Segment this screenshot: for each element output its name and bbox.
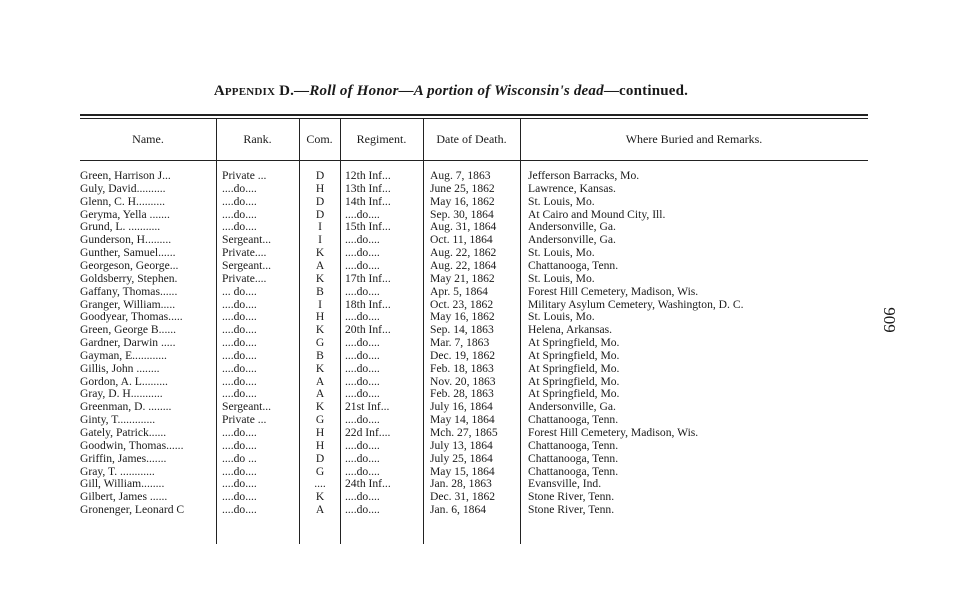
cell-regiment: 12th Inf...	[345, 170, 391, 182]
cell-where: St. Louis, Mo.	[528, 247, 595, 260]
cell-com: ....	[314, 478, 326, 491]
table-row	[0, 388, 966, 400]
cell-date: Apr. 5, 1864	[430, 285, 488, 298]
cell-regiment: ....do....	[345, 349, 380, 362]
cell-regiment: 15th Inf...	[345, 221, 391, 234]
cell-name: Gunther, Samuel......	[80, 247, 176, 260]
table-row	[0, 427, 966, 439]
cell-com: D	[315, 208, 325, 221]
cell-com: K	[315, 324, 325, 337]
column-header-rank: Rank.	[243, 132, 272, 146]
table-row	[0, 234, 966, 246]
cell-regiment: ....do....	[345, 311, 380, 324]
cell-rank: ....do....	[222, 439, 257, 452]
cell-where: Chattanooga, Tenn.	[528, 414, 619, 427]
header-rule	[80, 160, 868, 161]
cell-regiment: ....do....	[345, 285, 380, 298]
cell-name: Goldsberry, Stephen.	[80, 272, 178, 285]
cell-date: July 16, 1864	[430, 401, 493, 414]
cell-where: Andersonville, Ga.	[528, 234, 616, 247]
table-row	[0, 260, 966, 272]
table-row	[0, 401, 966, 413]
cell-date: June 25, 1862	[430, 182, 495, 195]
cell-regiment: ....do....	[345, 259, 380, 272]
cell-regiment: ....do....	[345, 388, 380, 401]
cell-rank: ....do....	[222, 182, 257, 195]
cell-rank: ....do....	[222, 311, 257, 324]
cell-date: Mar. 7, 1863	[430, 337, 490, 350]
table-row	[0, 183, 966, 195]
cell-com: K	[315, 362, 325, 375]
cell-rank: ....do....	[222, 362, 257, 375]
cell-name: Gardner, Darwin .....	[80, 337, 176, 350]
cell-where: Stone River, Tenn.	[528, 504, 615, 517]
cell-rank: ....do....	[222, 349, 257, 362]
cell-com: H	[315, 439, 325, 452]
cell-name: Green, Harrison J...	[80, 170, 171, 182]
table-row	[0, 440, 966, 452]
table-row	[0, 247, 966, 259]
column-header-name: Name.	[132, 132, 164, 146]
table-row	[0, 209, 966, 221]
cell-rank: Private....	[222, 247, 267, 260]
table-row	[0, 196, 966, 208]
cell-regiment: ....do....	[345, 375, 380, 388]
cell-where: Helena, Arkansas.	[528, 324, 613, 337]
table-row	[0, 414, 966, 426]
cell-regiment: ....do....	[345, 234, 380, 247]
cell-name: Gronenger, Leonard C	[80, 504, 185, 517]
table-row	[0, 299, 966, 311]
cell-com: B	[316, 349, 324, 362]
cell-rank: Private ...	[222, 414, 267, 427]
cell-where: Jefferson Barracks, Mo.	[528, 170, 640, 182]
cell-date: Dec. 19, 1862	[430, 349, 496, 362]
cell-where: At Springfield, Mo.	[528, 337, 620, 350]
table-row	[0, 376, 966, 388]
table-row	[0, 324, 966, 336]
cell-com: I	[318, 221, 322, 234]
cell-where: At Cairo and Mound City, Ill.	[528, 208, 666, 221]
cell-where: Andersonville, Ga.	[528, 221, 616, 234]
cell-name: Granger, William.....	[80, 298, 176, 311]
title-italic: —Roll of Honor—A portion of Wisconsin's dead	[294, 83, 604, 99]
cell-name: Gaffany, Thomas......	[80, 285, 178, 298]
cell-name: Gordon, A. L.........	[80, 375, 168, 388]
cell-where: Military Asylum Cemetery, Washington, D. C.	[528, 298, 744, 311]
table-row	[0, 311, 966, 323]
table-row	[0, 466, 966, 478]
cell-name: Gray, D. H...........	[80, 388, 163, 401]
cell-name: Gately, Patrick......	[80, 427, 167, 439]
cell-where: Andersonville, Ga.	[528, 401, 616, 414]
cell-date: May 14, 1864	[430, 414, 495, 427]
cell-where: Evansville, Ind.	[528, 478, 602, 491]
cell-date: Oct. 23, 1862	[430, 298, 494, 311]
cell-name: Griffin, James.......	[80, 452, 167, 465]
cell-name: Gayman, E............	[80, 349, 167, 362]
cell-where: Chattanooga, Tenn.	[528, 452, 619, 465]
cell-rank: ....do....	[222, 491, 257, 504]
cell-regiment: ....do....	[345, 491, 380, 504]
column-header-where: Where Buried and Remarks.	[625, 132, 763, 146]
cell-rank: Private....	[222, 272, 267, 285]
cell-date: Jan. 28, 1863	[430, 478, 492, 491]
cell-com: G	[315, 414, 325, 427]
cell-date: Aug. 22, 1864	[430, 259, 497, 272]
cell-date: May 15, 1864	[430, 465, 495, 478]
cell-date: Oct. 11, 1864	[430, 234, 493, 247]
cell-date: July 13, 1864	[430, 439, 493, 452]
cell-where: St. Louis, Mo.	[528, 272, 595, 285]
cell-date: Sep. 30, 1864	[430, 208, 494, 221]
table-row	[0, 273, 966, 285]
cell-name: Gray, T. ............	[80, 465, 155, 478]
column-header-com: Com.	[306, 132, 333, 146]
cell-com: B	[316, 285, 324, 298]
cell-rank: ....do....	[222, 375, 257, 388]
page-number: 909	[879, 307, 899, 333]
cell-rank: ....do....	[222, 208, 257, 221]
top-rule-thick	[80, 114, 868, 116]
cell-regiment: 22d Inf....	[345, 427, 391, 439]
cell-date: July 25, 1864	[430, 452, 493, 465]
cell-rank: ....do....	[222, 221, 257, 234]
cell-rank: ... do....	[222, 285, 257, 298]
cell-rank: Sergeant...	[222, 259, 272, 272]
cell-rank: ....do....	[222, 337, 257, 350]
cell-date: Sep. 14, 1863	[430, 324, 494, 337]
cell-com: K	[315, 491, 325, 504]
table-row	[0, 504, 966, 516]
cell-regiment: ....do....	[345, 362, 380, 375]
cell-rank: ....do....	[222, 465, 257, 478]
cell-date: Feb. 18, 1863	[430, 362, 494, 375]
cell-date: Aug. 22, 1862	[430, 247, 497, 260]
cell-where: At Springfield, Mo.	[528, 388, 620, 401]
cell-com: D	[315, 452, 325, 465]
page-title	[80, 83, 822, 100]
cell-name: Green, George B......	[80, 324, 177, 337]
table-row	[0, 170, 966, 182]
cell-rank: Private ...	[222, 170, 267, 182]
cell-com: K	[315, 272, 325, 285]
table-row	[0, 491, 966, 503]
cell-where: At Springfield, Mo.	[528, 349, 620, 362]
cell-name: Glenn, C. H..........	[80, 195, 166, 208]
cell-date: May 16, 1862	[430, 195, 495, 208]
cell-rank: Sergeant...	[222, 401, 272, 414]
cell-rank: ....do....	[222, 324, 257, 337]
cell-name: Gillis, John ........	[80, 362, 160, 375]
cell-regiment: ....do....	[345, 504, 380, 517]
cell-regiment: ....do....	[345, 247, 380, 260]
cell-com: H	[315, 427, 325, 439]
cell-where: St. Louis, Mo.	[528, 311, 595, 324]
cell-rank: ....do....	[222, 504, 257, 517]
cell-regiment: ....do....	[345, 414, 380, 427]
cell-date: Aug. 7, 1863	[430, 170, 491, 182]
cell-rank: ....do....	[222, 478, 257, 491]
cell-where: Chattanooga, Tenn.	[528, 259, 619, 272]
cell-where: Forest Hill Cemetery, Madison, Wis.	[528, 427, 699, 439]
cell-com: H	[315, 182, 325, 195]
cell-where: St. Louis, Mo.	[528, 195, 595, 208]
cell-regiment: ....do....	[345, 337, 380, 350]
column-header-date: Date of Death.	[436, 132, 507, 146]
cell-regiment: 21st Inf...	[345, 401, 390, 414]
cell-date: May 16, 1862	[430, 311, 495, 324]
cell-date: Aug. 31, 1864	[430, 221, 497, 234]
title-prefix: Appendix D.	[213, 83, 295, 99]
cell-com: A	[315, 259, 325, 272]
cell-com: A	[315, 504, 325, 517]
cell-date: Jan. 6, 1864	[430, 504, 487, 517]
cell-name: Georgeson, George...	[80, 259, 179, 272]
cell-rank: ....do....	[222, 195, 257, 208]
cell-where: Chattanooga, Tenn.	[528, 439, 619, 452]
cell-rank: ....do....	[222, 427, 257, 439]
cell-where: Stone River, Tenn.	[528, 491, 615, 504]
cell-regiment: 20th Inf...	[345, 324, 391, 337]
cell-com: A	[315, 375, 325, 388]
cell-name: Ginty, T.............	[80, 414, 156, 427]
table-row	[0, 350, 966, 362]
cell-rank: ....do....	[222, 298, 257, 311]
cell-regiment: 13th Inf...	[345, 182, 391, 195]
cell-where: Forest Hill Cemetery, Madison, Wis.	[528, 285, 699, 298]
cell-date: May 21, 1862	[430, 272, 495, 285]
cell-regiment: ....do....	[345, 465, 380, 478]
table-row	[0, 221, 966, 233]
cell-date: Mch. 27, 1865	[430, 427, 498, 439]
cell-com: K	[315, 401, 325, 414]
cell-name: Gunderson, H.........	[80, 234, 172, 247]
table-row	[0, 478, 966, 490]
cell-regiment: ....do....	[345, 208, 380, 221]
cell-name: Gilbert, James ......	[80, 491, 168, 504]
cell-where: At Springfield, Mo.	[528, 362, 620, 375]
table-row	[0, 337, 966, 349]
cell-regiment: 14th Inf...	[345, 195, 391, 208]
cell-regiment: 18th Inf...	[345, 298, 391, 311]
cell-name: Goodyear, Thomas.....	[80, 311, 183, 324]
cell-name: Greenman, D. ........	[80, 401, 172, 414]
table-row	[0, 363, 966, 375]
top-rule-thin	[80, 118, 868, 119]
cell-com: G	[315, 337, 325, 350]
cell-rank: Sergeant...	[222, 234, 272, 247]
cell-com: D	[315, 195, 325, 208]
cell-com: D	[315, 170, 325, 182]
cell-name: Guly, David..........	[80, 182, 166, 195]
cell-where: At Springfield, Mo.	[528, 375, 620, 388]
cell-name: Goodwin, Thomas......	[80, 439, 184, 452]
cell-name: Gill, William........	[80, 478, 165, 491]
cell-where: Lawrence, Kansas.	[528, 182, 616, 195]
table-row	[0, 453, 966, 465]
cell-date: Nov. 20, 1863	[430, 375, 496, 388]
cell-com: A	[315, 388, 325, 401]
cell-com: I	[318, 234, 322, 247]
cell-regiment: 17th Inf...	[345, 272, 391, 285]
cell-regiment: ....do....	[345, 452, 380, 465]
column-header-regiment: Regiment.	[356, 132, 407, 146]
cell-com: K	[315, 247, 325, 260]
cell-date: Feb. 28, 1863	[430, 388, 494, 401]
cell-regiment: ....do....	[345, 439, 380, 452]
table-row	[0, 286, 966, 298]
cell-date: Dec. 31, 1862	[430, 491, 496, 504]
cell-name: Grund, L. ...........	[80, 221, 161, 234]
cell-rank: ....do....	[222, 388, 257, 401]
cell-com: H	[315, 311, 325, 324]
cell-where: Chattanooga, Tenn.	[528, 465, 619, 478]
cell-com: I	[318, 298, 322, 311]
cell-com: G	[315, 465, 325, 478]
cell-name: Geryma, Yella .......	[80, 208, 170, 221]
cell-regiment: 24th Inf...	[345, 478, 391, 491]
cell-rank: ....do ...	[222, 452, 257, 465]
title-suffix: —continued.	[603, 83, 689, 99]
